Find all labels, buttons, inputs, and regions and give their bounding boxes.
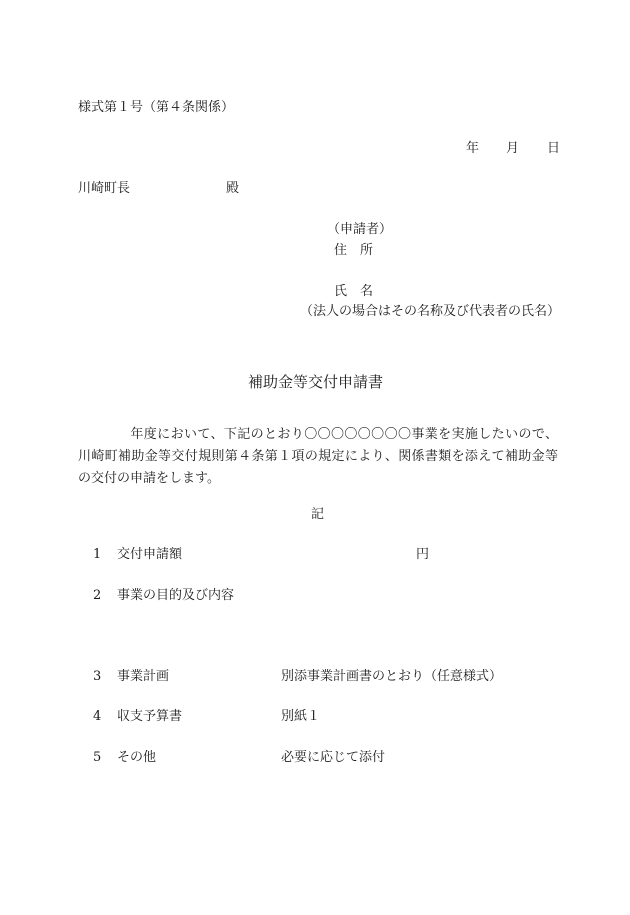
item-number: 1 [93, 547, 102, 562]
item-label: 事業計画 [117, 669, 170, 684]
body-paragraph [78, 424, 558, 490]
item-value: 別添事業計画書のとおり（任意様式） [281, 669, 503, 684]
date-day-label: 日 [547, 141, 561, 156]
item-label: 収支予算書 [117, 709, 183, 724]
applicant-label: （申請者） [327, 222, 393, 237]
item-value: 必要に応じて添付 [281, 750, 386, 765]
item-number: 4 [93, 709, 102, 724]
applicant-name-label: 氏 名 [334, 284, 374, 299]
form-number: 様式第１号（第４条関係） [78, 100, 235, 115]
item-number: 5 [93, 750, 102, 765]
date-year-label: 年 [466, 141, 480, 156]
applicant-address-label: 住 所 [334, 243, 374, 258]
document-title: 補助金等交付申請書 [248, 373, 384, 391]
item-label: その他 [117, 750, 157, 765]
item-number: 2 [93, 588, 102, 603]
addressee: 川崎町長 [78, 181, 131, 196]
addressee-honorific: 殿 [226, 181, 240, 196]
date-month-label: 月 [506, 141, 520, 156]
ki-heading: 記 [311, 507, 325, 522]
item-label: 事業の目的及び内容 [117, 588, 235, 603]
applicant-note: （法人の場合はその名称及び代表者の氏名） [300, 304, 561, 319]
item-value: 別紙１ [281, 709, 321, 724]
body-text: 年度において、下記のとおり〇〇〇〇〇〇〇〇事業を実施したいので、川崎町補助金等交付規則第４条第１項の規定により、関係書類を添えて補助金等の交付の申請をします。 [78, 427, 558, 486]
item-value: 円 [416, 547, 430, 562]
item-number: 3 [93, 669, 102, 684]
item-label: 交付申請額 [117, 547, 183, 562]
